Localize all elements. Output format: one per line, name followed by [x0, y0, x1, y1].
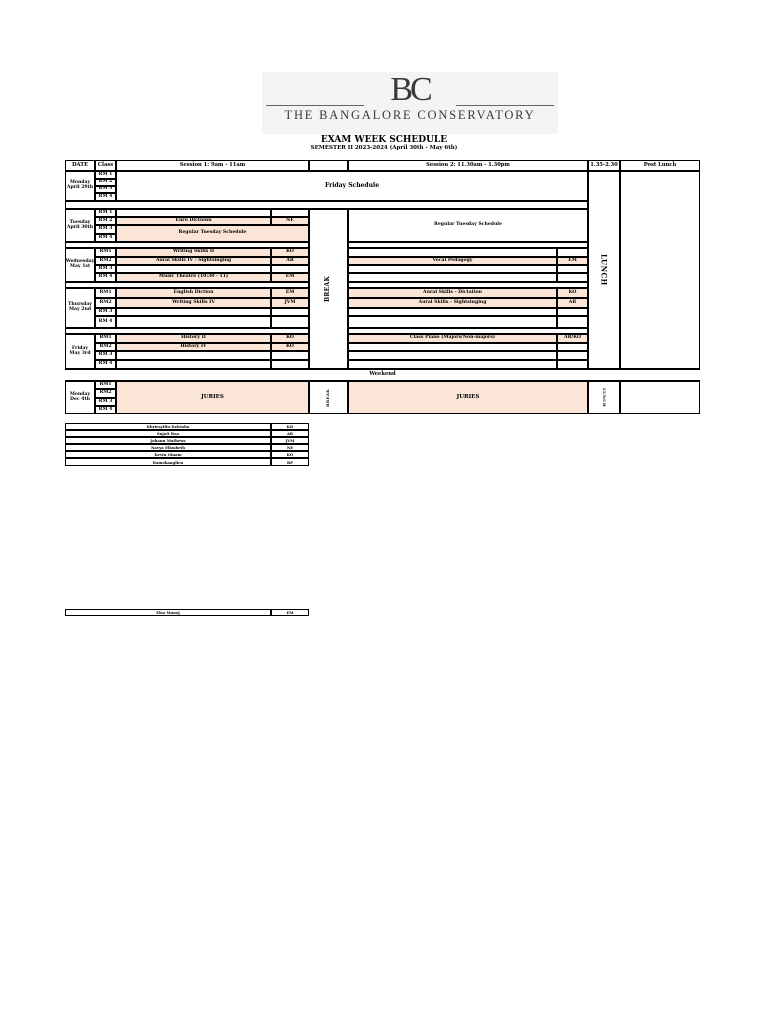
- room-label: RM 1: [95, 209, 116, 217]
- logo-name: THE BANGALORE CONSERVATORY: [284, 108, 536, 122]
- date-monday: Monday April 29th: [65, 171, 95, 201]
- teacher-name: Sujoit Rao: [65, 430, 271, 437]
- room-label: RM 3: [95, 398, 116, 406]
- teacher-cell: NE: [271, 217, 309, 225]
- room-label: RM 1: [95, 171, 116, 179]
- session-cell: Aural Skills IV - Sightsinging: [116, 257, 271, 265]
- teacher-code: NE: [271, 444, 309, 451]
- room-label: RM1: [95, 248, 116, 257]
- session-cell: Vocal Pedagogy: [348, 257, 557, 265]
- tuesday-session2: Regular Tuesday Schedule: [348, 209, 588, 242]
- juries-post-lunch: [620, 381, 700, 414]
- teacher-cell: [557, 265, 588, 273]
- session-cell: Writing Skills IV: [116, 298, 271, 308]
- teacher-cell: AR/KO: [557, 334, 588, 343]
- room-label: RM2: [95, 298, 116, 308]
- session-cell: [348, 308, 557, 316]
- spacer-row: [65, 201, 588, 209]
- session-cell: [116, 308, 271, 316]
- teacher-cell: JVM: [271, 298, 309, 308]
- room-label: RM2: [95, 257, 116, 265]
- session-cell: Regular Tuesday Schedule: [116, 225, 309, 242]
- room-label: RM 3: [95, 225, 116, 234]
- teacher-cell: [271, 308, 309, 316]
- juries-break: [309, 381, 348, 414]
- weekend-row: Weekend: [65, 369, 700, 381]
- room-label: RM1: [95, 288, 116, 298]
- teacher-cell: AR: [271, 257, 309, 265]
- date-wednesday: Wednesday May 1st: [65, 248, 95, 282]
- lunch-label-small: LUNCH: [602, 387, 608, 408]
- juries-lunch: [588, 381, 620, 414]
- break-column: [309, 209, 348, 369]
- break-label: BREAK: [324, 275, 332, 302]
- room-label: RM 4: [95, 234, 116, 242]
- teacher-code: AR: [271, 430, 309, 437]
- room-label: RM 4: [95, 406, 116, 414]
- session-cell: Aural Skills - Dictation: [348, 288, 557, 298]
- teacher-cell: [271, 209, 309, 217]
- session-cell: [348, 343, 557, 351]
- session-cell: Music Theatre (10:30 - 11): [116, 273, 271, 282]
- room-label: RM1: [95, 381, 116, 389]
- teacher-name: Khriesyiliu Dzirtsho: [65, 423, 271, 430]
- teacher-code: JVM: [271, 437, 309, 444]
- teacher-name: Kevin Oinam: [65, 451, 271, 458]
- teacher-cell: [557, 273, 588, 282]
- date-friday: Friday May 3rd: [65, 334, 95, 369]
- teacher-cell: KO: [557, 288, 588, 298]
- lunch-label: LUNCH: [599, 254, 609, 286]
- teacher-cell: [271, 265, 309, 273]
- juries-session1: JURIES: [116, 381, 309, 414]
- teacher-cell: [271, 360, 309, 369]
- session-cell: [116, 265, 271, 273]
- monday-session: Friday Schedule: [116, 171, 588, 201]
- session-cell: [348, 265, 557, 273]
- teacher-cell: KO: [271, 248, 309, 257]
- teacher-cell: [557, 308, 588, 316]
- teacher-cell: [557, 351, 588, 360]
- header-date: DATE: [65, 160, 95, 171]
- teacher-cell: EM: [271, 273, 309, 282]
- session-cell: [116, 316, 271, 328]
- session-cell: [348, 351, 557, 360]
- session-cell: Aural Skills - Sightsinging: [348, 298, 557, 308]
- room-label: RM 4: [95, 360, 116, 369]
- session-cell: Writing Skills II: [116, 248, 271, 257]
- session-cell: [116, 360, 271, 369]
- page-subtitle: SEMESTER II 2023-2024 (April 30th - May 6th): [310, 145, 458, 151]
- session-cell: [116, 351, 271, 360]
- date-tuesday: Tuesday April 30th: [65, 209, 95, 242]
- header-break-col: [309, 160, 348, 171]
- teacher-name: Johann Mathews: [65, 437, 271, 444]
- header-session1: Session 1: 9am - 11am: [116, 160, 309, 171]
- session-cell: Euro Dictionn: [116, 217, 271, 225]
- juries-session2: JURIES: [348, 381, 588, 414]
- room-label: RM 4: [95, 273, 116, 282]
- teacher-cell: [557, 360, 588, 369]
- header-lunch-time: 1.35-2.30: [588, 160, 620, 171]
- session-cell: Class Piano (Majors/Non-majors): [348, 334, 557, 343]
- teacher-cell: KO: [271, 334, 309, 343]
- teacher-name: Ramshanglien: [65, 458, 271, 466]
- teacher-cell: EM: [557, 257, 588, 265]
- room-label: RM2: [95, 389, 116, 398]
- logo-monogram: BC: [390, 71, 430, 108]
- room-label: RM 3: [95, 265, 116, 273]
- teacher-name: Navya Elizabeth: [65, 444, 271, 451]
- session-cell: [348, 316, 557, 328]
- teacher-cell: [557, 248, 588, 257]
- room-label: RM 3: [95, 351, 116, 360]
- date-thursday: Thursday May 2nd: [65, 288, 95, 328]
- teacher-cell: [271, 351, 309, 360]
- room-label: RM 4: [95, 193, 116, 201]
- logo-rule-left: [266, 105, 364, 106]
- session-cell: [348, 273, 557, 282]
- session-cell: History IV: [116, 343, 271, 351]
- header-class: Class: [95, 160, 116, 171]
- page-title: EXAM WEEK SCHEDULE: [320, 135, 448, 145]
- header-session2: Session 2: 11.30am - 1.30pm: [348, 160, 588, 171]
- break-label-small: BREAK: [325, 388, 331, 407]
- lunch-column: [588, 171, 620, 369]
- session-cell: [116, 209, 271, 217]
- teacher-cell: [557, 343, 588, 351]
- session-cell: History II: [116, 334, 271, 343]
- room-label: RM 2: [95, 179, 116, 186]
- logo-rule-right: [456, 105, 554, 106]
- teacher-cell: AR: [557, 298, 588, 308]
- room-label: RM1: [95, 334, 116, 343]
- teacher-code: EM: [271, 609, 309, 616]
- teacher-cell: KO: [271, 343, 309, 351]
- teacher-cell: EM: [271, 288, 309, 298]
- session-cell: [348, 248, 557, 257]
- teacher-code: RP: [271, 458, 309, 466]
- teacher-cell: [557, 316, 588, 328]
- session-cell: [348, 360, 557, 369]
- conservatory-logo: [262, 72, 558, 134]
- teacher-code: KD: [271, 423, 309, 430]
- room-label: RM 2: [95, 217, 116, 225]
- date-monday-juries: Monday Dec 4th: [65, 381, 95, 414]
- session-cell: English Diction: [116, 288, 271, 298]
- teacher-cell: [271, 316, 309, 328]
- header-post-lunch: Post Lunch: [620, 160, 700, 171]
- room-label: RM 3: [95, 308, 116, 316]
- teacher-name: Elsa Manoj: [65, 609, 271, 616]
- room-label: RM2: [95, 343, 116, 351]
- teacher-code: KO: [271, 451, 309, 458]
- post-lunch-column: [620, 171, 700, 369]
- room-label: RM 4: [95, 316, 116, 328]
- room-label: RM 3: [95, 186, 116, 193]
